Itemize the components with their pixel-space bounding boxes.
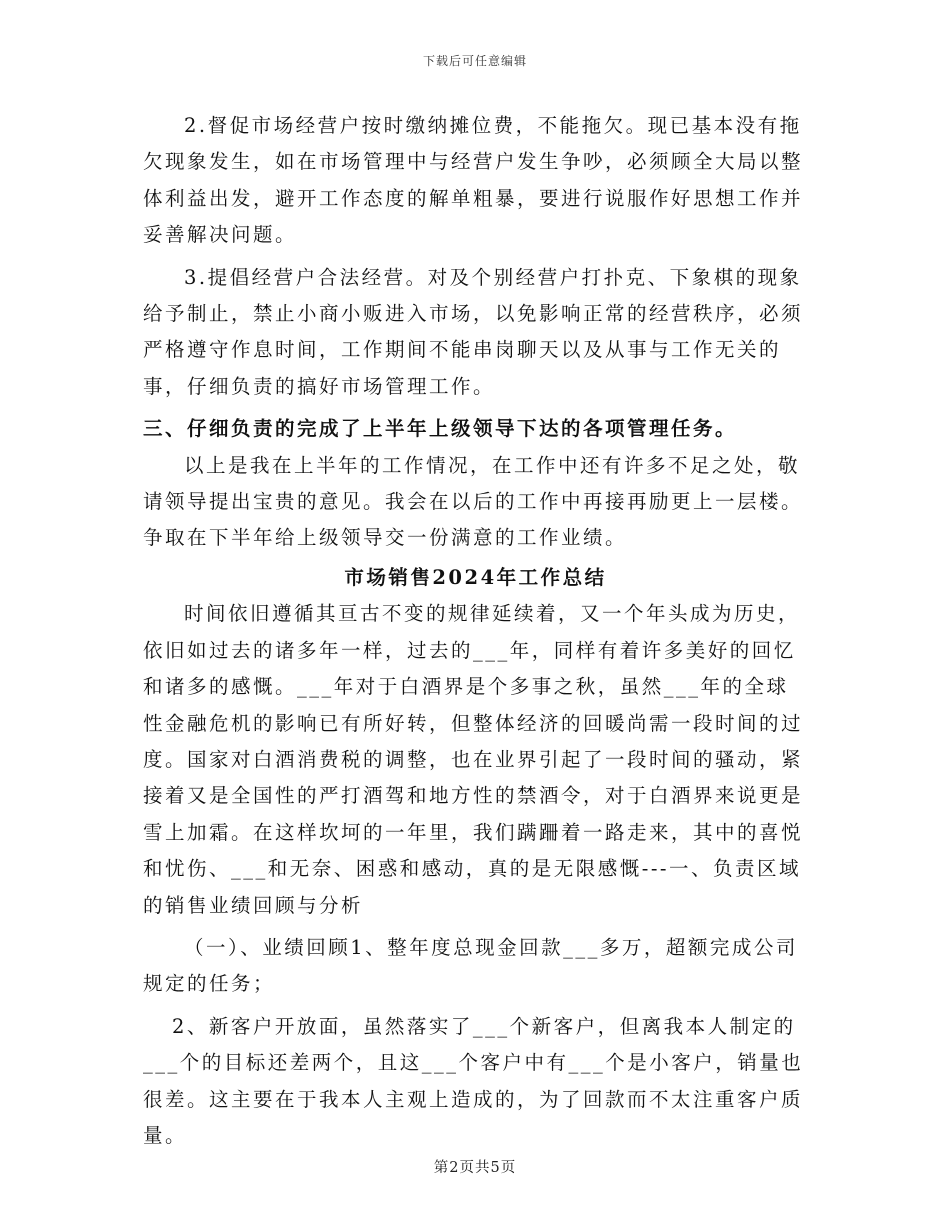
document-title: 市场销售2024年工作总结 <box>344 565 607 589</box>
section-heading-tasks: 三、仔细负责的完成了上半年上级领导下达的各项管理任务。 <box>143 417 738 441</box>
paragraph-summary: 以上是我在上半年的工作情况，在工作中还有许多不足之处，敬请领导提出宝贵的意见。我会在以后的工作中再接再励更上一层楼。争取在下半年给上级领导交一份满意的工作业绩。 <box>143 453 804 550</box>
page-header: 下载后可任意编辑 <box>422 54 527 68</box>
paragraph-stall-fees: 2.督促市场经营户按时缴纳摊位费，不能拖欠。现已基本没有拖欠现象发生，如在市场管理中与经营户发生争吵，必须顾全大局以整体利益出发，避开工作态度的解单粗暴，要进行说服作好思想工作并妥善解决问题。 <box>143 114 804 247</box>
page-footer: 第2页共5页 <box>433 1160 517 1176</box>
paragraph-intro: 时间依旧遵循其亘古不变的规律延续着，又一个年头成为历史，依旧如过去的诸多年一样，过去的___年，同样有着许多美好的回忆和诸多的感慨。___年对于白酒界是个多事之秋，虽然___年的全球性金融危机的影响已有所好转，但整体经济的回暖尚需一段时间的过度。国家对白酒消费税的调整，也在业界引起了一段时间的骚动，紧接着又是全国性的严打酒驾和地方性的禁酒令，对于白酒界来说更是雪上加霜。在这样坎坷的一年里，我们蹒跚着一路走来，其中的喜悦和忧伤、___和无奈、困惑和感动，真的是无限感慨---一、负责区域的销售业绩回顾与分析 <box>143 602 804 917</box>
paragraph-legal-operation: 3.提倡经营户合法经营。对及个别经营户打扑克、下象棋的现象给予制止，禁止小商小贩进入市场，以免影响正常的经营秩序，必须严格遵守作息时间，工作期间不能串岗聊天以及从事与工作无关的事，仔细负责的搞好市场管理工作。 <box>143 265 804 398</box>
document-body <box>143 108 808 1154</box>
paragraph-new-customers: 2、新客户开放面，虽然落实了___个新客户，但离我本人制定的___个的目标还差两个，且这___个客户中有___个是小客户，销量也很差。这主要在于我本人主观上造成的，为了回款而不太注重客户质量。 <box>143 1014 804 1147</box>
paragraph-performance-review: （一）、业绩回顾1、整年度总现金回款___多万，超额完成公司规定的任务； <box>143 935 798 996</box>
